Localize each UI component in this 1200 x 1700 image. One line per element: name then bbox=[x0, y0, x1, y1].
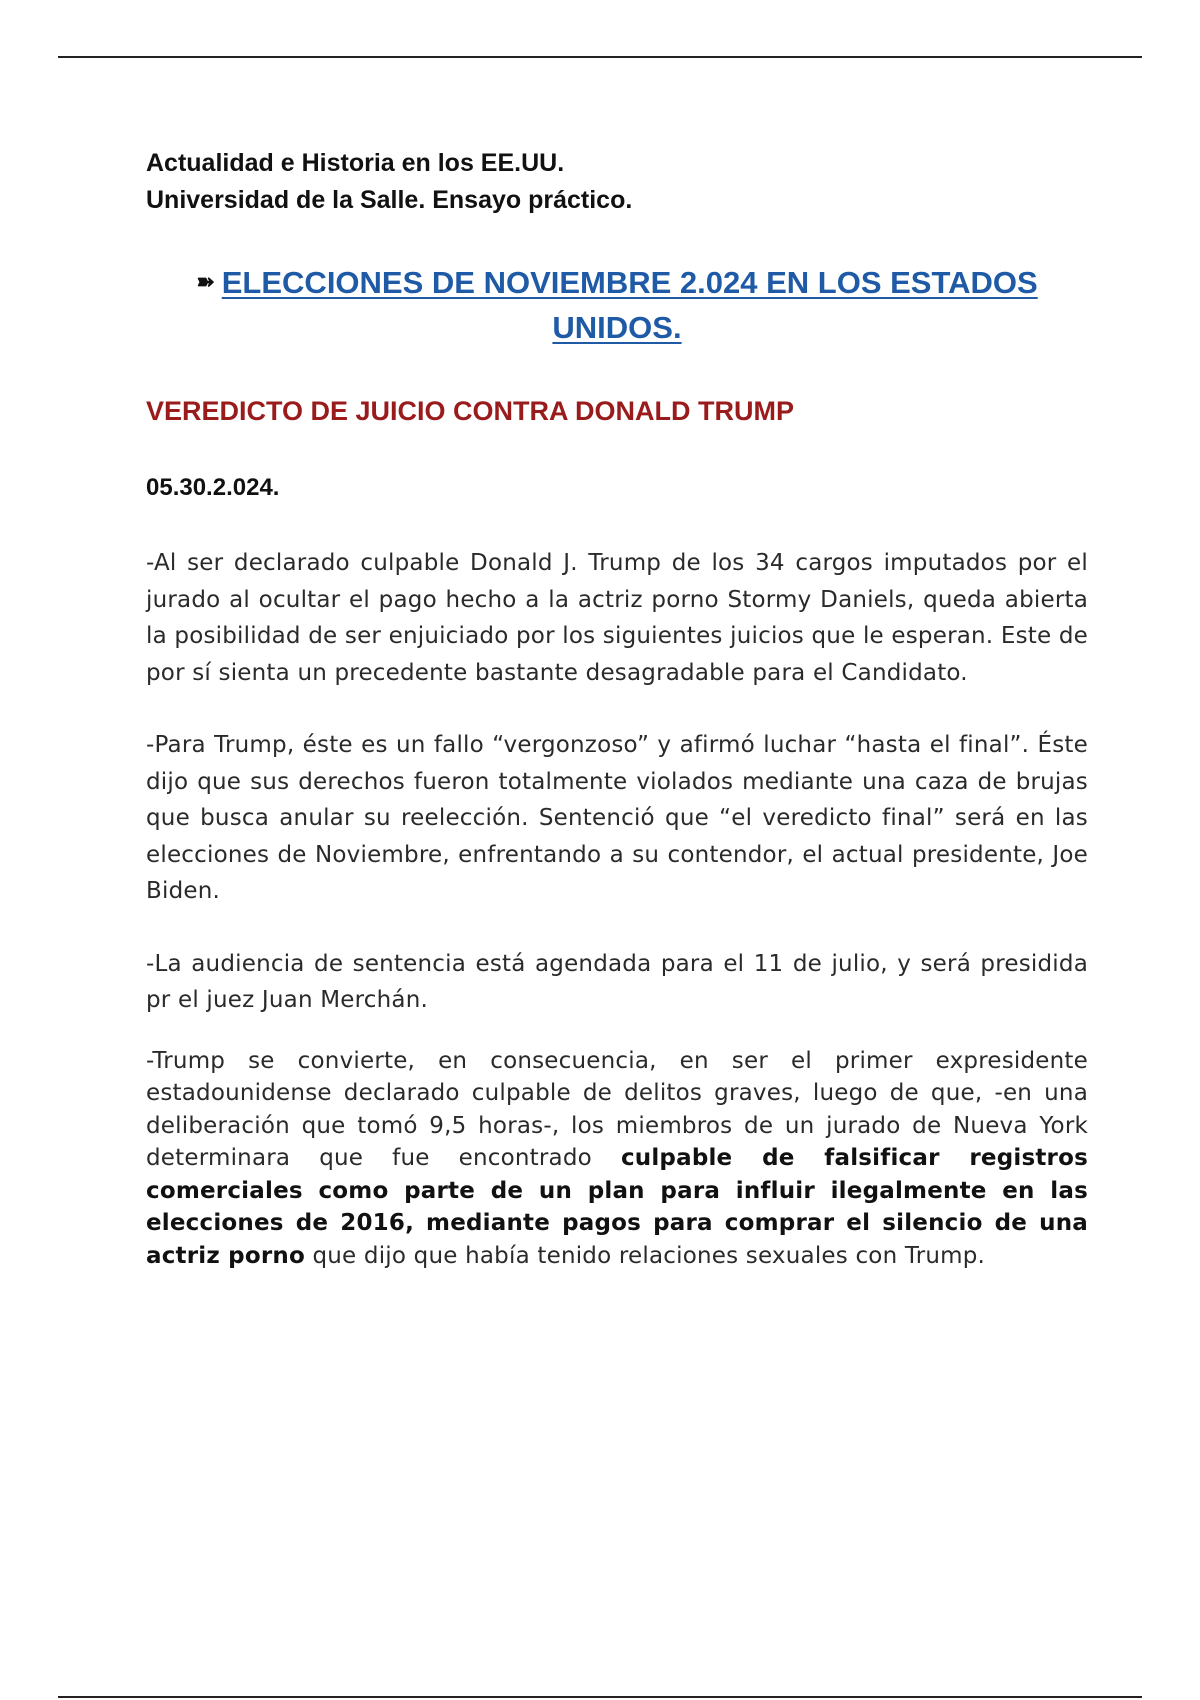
document-date: 05.30.2.024. bbox=[146, 474, 280, 501]
paragraph-3: -La audiencia de sentencia está agendada para el 11 de julio, y será presidida pr el juez Juan Merchán. bbox=[146, 950, 1088, 1013]
paragraph-2: -Para Trump, éste es un fallo “vergonzoso” y afirmó luchar “hasta el final”. Éste dijo que sus derechos fueron totalmente violados mediante una caza de brujas que busca anular su reelección. Sentenció que “el veredicto final” será en las elecciones de Noviembre, enfrentando a su contendor, el actual presidente, Joe Biden. bbox=[146, 732, 1088, 904]
bottom-divider bbox=[58, 1696, 1142, 1698]
section-heading: VEREDICTO DE JUICIO CONTRA DONALD TRUMP bbox=[146, 396, 795, 426]
paragraph-4-intro: -Trump se convierte, en consecuencia, en ser el primer expresidente estadounidense declarado culpable de delitos graves, luego de que, -en una deliberación que tomó 9,5 horas-, los miembros de un jurado de Nueva York determinara que fue encontrado bbox=[146, 1047, 1088, 1171]
university-subtitle: Universidad de la Salle. Ensayo práctico. bbox=[146, 186, 633, 214]
course-title: Actualidad e Historia en los EE.UU. bbox=[146, 149, 565, 177]
main-title-text: ELECCIONES DE NOVIEMBRE 2.024 EN LOS ESTADOS UNIDOS. bbox=[221, 265, 1038, 345]
main-title bbox=[146, 259, 1088, 350]
paragraph-4-ending: que dijo que había tenido relaciones sexuales con Trump. bbox=[304, 1242, 986, 1269]
top-divider bbox=[58, 56, 1142, 58]
paragraph-4 bbox=[146, 1045, 1088, 1273]
paragraph-4-emphasis: culpable de falsificar registros comerciales como parte de un plan para influir ilegalmente en las elecciones de 2016, mediante pagos para comprar el silencio de una actriz porno bbox=[146, 1145, 1088, 1269]
double-arrow-bullet-icon: ➽ bbox=[196, 269, 212, 294]
document-body bbox=[146, 145, 1088, 1272]
paragraph-1: -Al ser declarado culpable Donald J. Trump de los 34 cargos imputados por el jurado al ocultar el pago hecho a la actriz porno Stormy Daniels, queda abierta la posibilidad de ser enjuiciado por los siguientes juicios que le esperan. Este de por sí sienta un precedente bastante desagradable para el Candidato. bbox=[146, 550, 1088, 686]
